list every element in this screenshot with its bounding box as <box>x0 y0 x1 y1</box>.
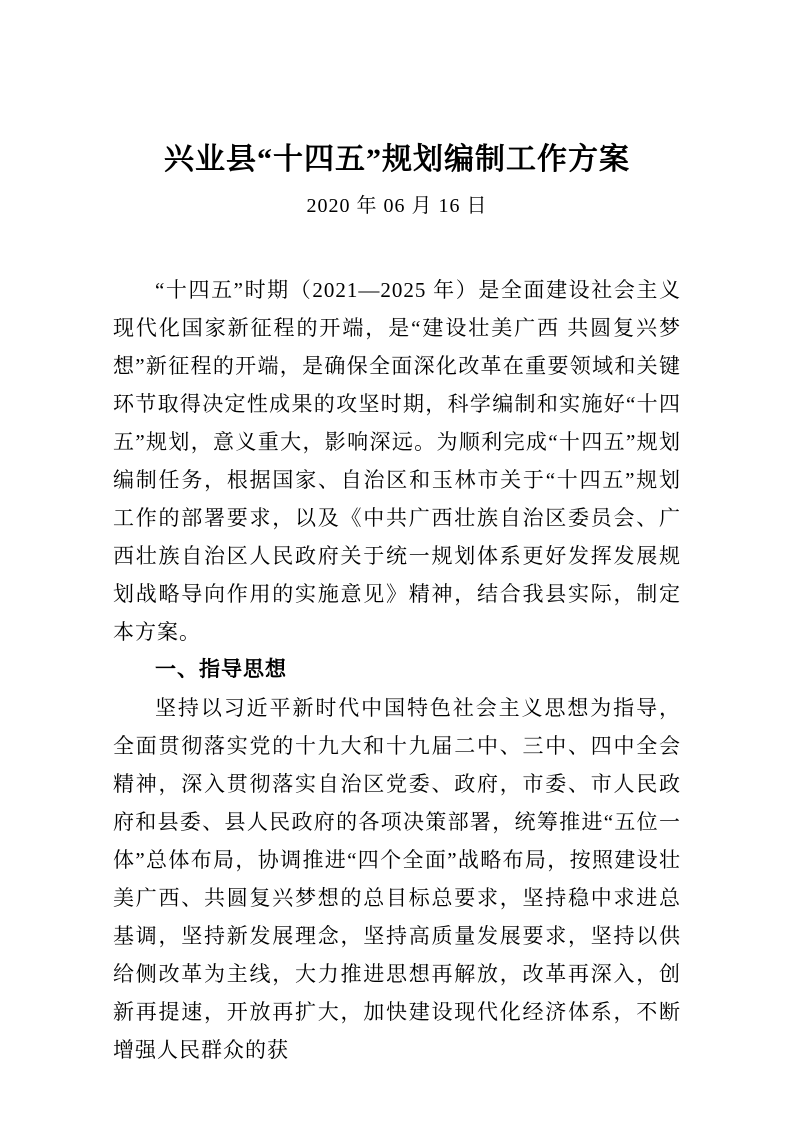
document-title: 兴业县“十四五”规划编制工作方案 <box>164 143 630 176</box>
document-content <box>113 140 681 1069</box>
intro-paragraph: “十四五”时期（2021—2025 年）是全面建设社会主义现代化国家新征程的开端，是“建设壮美广西 共圆复兴梦想”新征程的开端，是确保全面深化改革在重要领域和关键环节取得决定性成果的攻坚时期，科学编制和实施好“十四五”规划，意义重大，影响深远。为顺利完成“十四五”规划编制任务，根据国家、自治区和玉林市关于“十四五”规划工作的部署要求，以及《中共广西壮族自治区委员会、广西壮族自治区人民政府关于统一规划体系更好发挥发展规划战略导向作用的实施意见》精神，结合我县实际，制定本方案。 <box>113 278 681 644</box>
document-date: 2020 年 06 月 16 日 <box>306 195 488 217</box>
section-heading-guiding-ideology: 一、指导思想 <box>155 658 287 681</box>
section-paragraph-guiding-ideology: 坚持以习近平新时代中国特色社会主义思想为指导，全面贯彻落实党的十九大和十九届二中、三中、四中全会精神，深入贯彻落实自治区党委、政府，市委、市人民政府和县委、县人民政府的各项决策部署，统筹推进“五位一体”总体布局，协调推进“四个全面”战略布局，按照建设壮美广西、共圆复兴梦想的总目标总要求，坚持稳中求进总基调，坚持新发展理念，坚持高质量发展要求，坚持以供给侧改革为主线，大力推进思想再解放，改革再深入，创新再提速，开放再扩大，加快建设现代化经济体系，不断增强人民群众的获 <box>113 696 681 1062</box>
